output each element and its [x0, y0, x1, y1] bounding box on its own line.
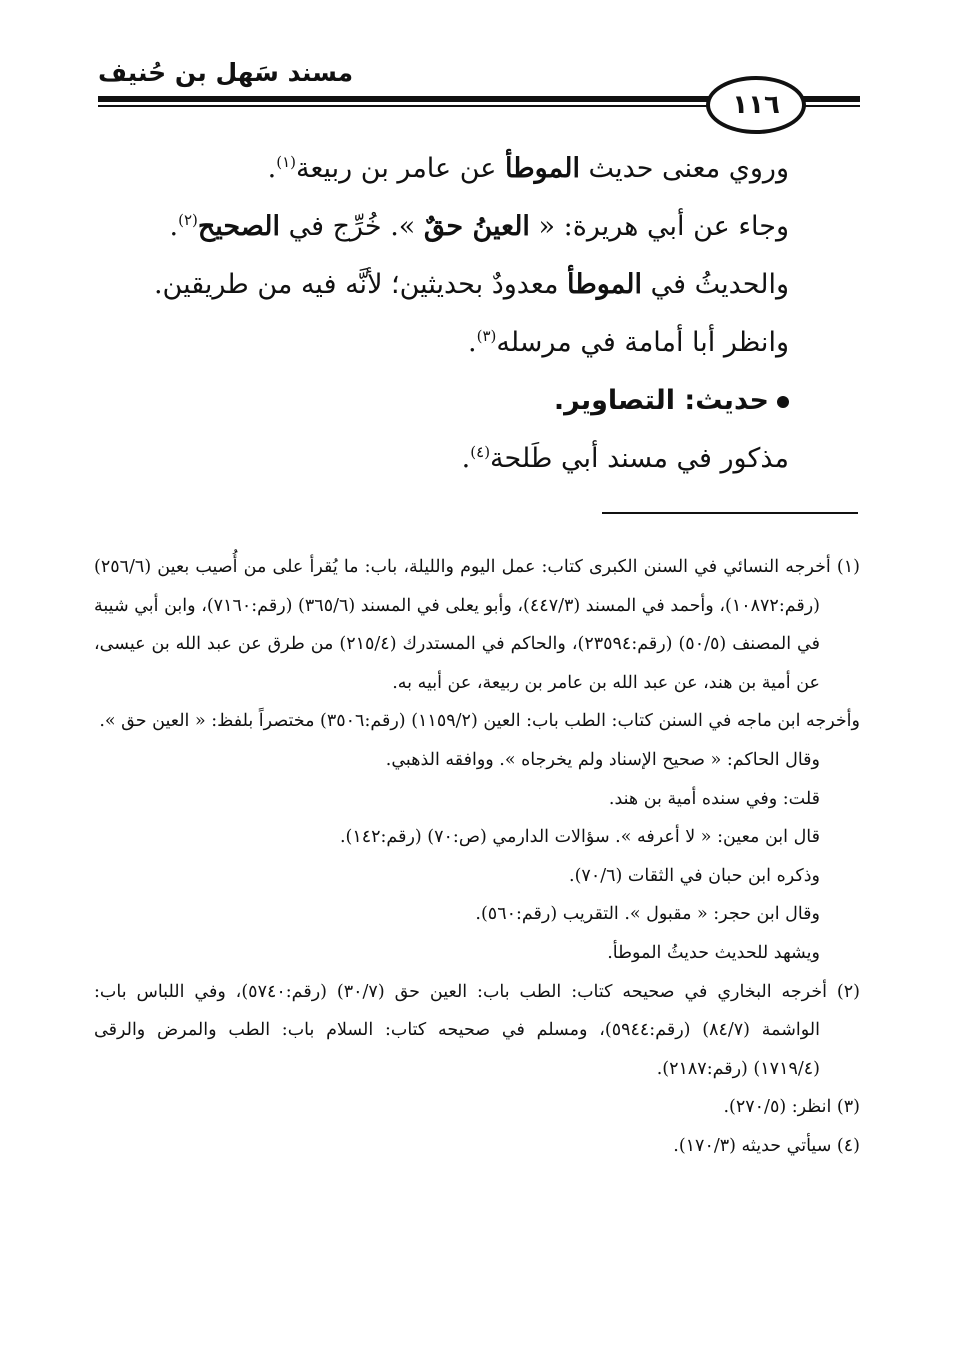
- page-header: [98, 44, 860, 134]
- footnote-1-para-6: وذكره ابن حبان في الثقات (٧٠/٦).: [569, 865, 820, 886]
- footnote-4: (٤) سيأتي حديثه (١٧٠/٣).: [673, 1135, 860, 1156]
- bullet-icon: [777, 396, 789, 408]
- footnote-1-para-7: وقال ابن حجر: « مقبول ». التقريب (رقم:٥٦٠).: [475, 904, 820, 925]
- footnote-1-para-8: ويشهد للحديث حديثُ الموطأ.: [607, 942, 820, 963]
- page-number: ١١٦: [732, 90, 780, 120]
- footnote-separator: [602, 512, 858, 514]
- section-label: حديث:: [684, 385, 769, 416]
- main-text: [153, 140, 789, 488]
- section-title: التصاوير.: [553, 385, 685, 416]
- footnote-1-para-4: قلت: وفي سنده أمية بن هند.: [608, 788, 820, 809]
- footnote-1-para-2: وأخرجه ابن ماجه في السنن كتاب: الطب باب: العين (١١٥٩/٢) (رقم:٣٥٠٦) مختصراً بلفظ: « العين حق ».: [99, 711, 860, 732]
- main-line-3: والحديثُ في الموطأ معدودٌ بحديثين؛ لأنَّه فيه من طريقين.: [153, 269, 789, 300]
- footnote-1: (١) أخرجه النسائي في السنن الكبرى كتاب: عمل اليوم والليلة، باب: ما يُقرأ على من أُصيب بعين (٢٥٦/٦) (رقم:١٠٨٧٢)، وأحمد في المسند (٤٤٧/٣)، وأبو يعلى في المسند (٣٦٥/٦) (رقم:٧١٦٠)، وابن أبي شيبة في المصنف (٥٠/٥) (رقم:٢٣٥٩٤)، والحاكم في المستدرك (٢١٥/٤) من طرق عن عبد الله بن عيسى، عن أمية بن هند، عن عبد الله بن عامر بن ربيعة، عن أبيه به.: [94, 557, 860, 693]
- footnote-1-para-5: قال ابن معين: « لا أعرفه ». سؤالات الدارمي (ص:٧٠) (رقم:١٤٢).: [339, 827, 820, 848]
- footnote-ref-1[interactable]: (١): [276, 153, 296, 171]
- footnote-ref-4[interactable]: (٤): [470, 443, 491, 461]
- footnote-3: (٣) انظر: (٢٧٠/٥).: [723, 1097, 860, 1118]
- main-line-2: وجاء عن أبي هريرة: « العينُ حقٌ ». خُرِّج في الصحيح$^{(٢)}$.: [169, 211, 789, 242]
- main-line-4: وانظر أبا أمامة في مرسله$^{(٣)}$.: [468, 327, 789, 358]
- page-number-badge: [706, 76, 806, 134]
- footnote-ref-2[interactable]: (٢): [178, 211, 198, 229]
- running-title: مسند سَهل بن حُنيف: [98, 58, 354, 87]
- footnote-ref-3[interactable]: (٣): [476, 327, 497, 345]
- main-line-5: مذكور في مسند أبي طَلحة$^{(٤)}$.: [461, 443, 789, 474]
- main-line-1: وروي معنى حديث الموطأ عن عامر بن ربيعة$^{(١)}$.: [267, 153, 789, 184]
- section-heading: [189, 372, 789, 430]
- footnote-1-para-3: وقال الحاكم: « صحيح الإسناد ولم يخرجاه ». ووافقه الذهبي.: [385, 749, 820, 770]
- footnote-2: (٢) أخرجه البخاري في صحيحه كتاب: الطب باب: العين حق (٣٠/٧) (رقم:٥٧٤٠)، وفي اللباس باب: الواشمة (٨٤/٧) (رقم:٥٩٤٤)، ومسلم في صحيحه كتاب: السلام باب: الطب والمرض والرقى (١٧١٩/٤) (رقم:٢١٨٧).: [94, 981, 860, 1079]
- footnotes: [94, 548, 860, 1166]
